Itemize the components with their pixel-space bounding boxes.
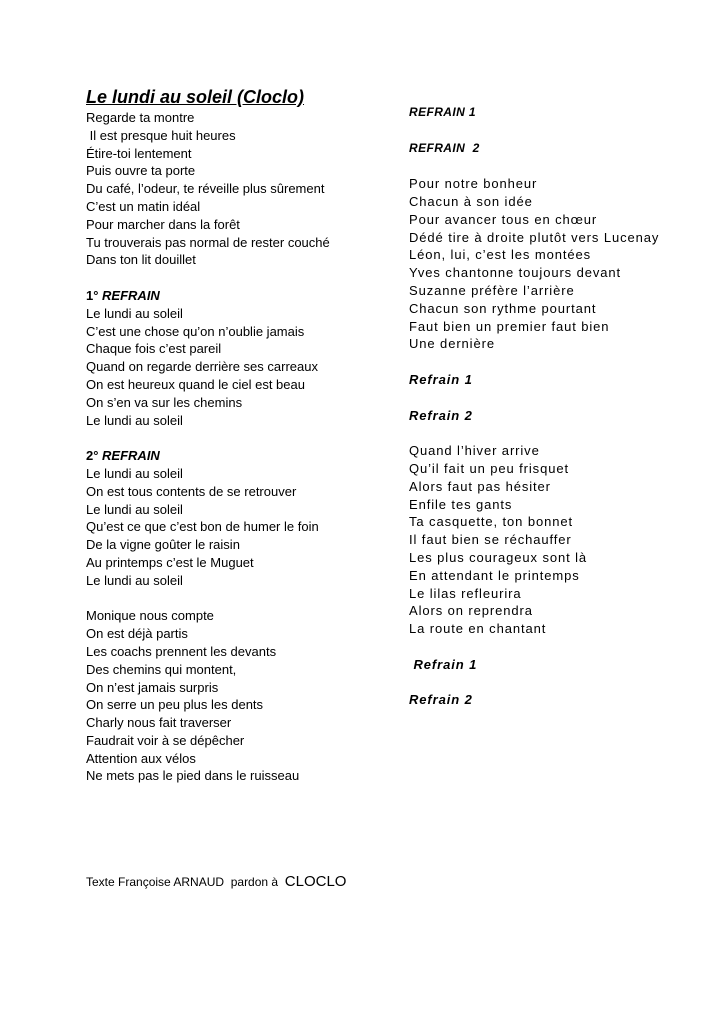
- footer-name: CLOCLO: [284, 873, 347, 890]
- verse-line: En attendant le printemps: [409, 567, 580, 583]
- refrain-line: On s’en va sur les chemins: [86, 394, 243, 410]
- verse-line: Du café, l’odeur, te réveille plus sûrement: [86, 181, 325, 197]
- stanza-gap: [409, 353, 709, 371]
- stanza-gap: [86, 590, 386, 608]
- stanza-gap: [86, 269, 386, 287]
- verse-line: On est déjà partis: [86, 626, 188, 642]
- intro-verse: [86, 109, 386, 269]
- verse-line: Ta casquette, ton bonnet: [409, 514, 573, 530]
- verse-line: Regarde ta montre: [86, 110, 195, 125]
- verse-line: Suzanne préfère l’arrière: [409, 282, 575, 298]
- verse-3: [409, 175, 709, 353]
- refrain-2-marker: Refrain 2: [409, 407, 473, 423]
- verse-line: Le lilas refleurira: [409, 585, 522, 601]
- refrain-line: On est tous contents de se retrouver: [86, 483, 297, 499]
- verse-line: C’est un matin idéal: [86, 198, 201, 214]
- verse-line: Pour notre bonheur: [409, 176, 538, 192]
- refrain-label: REFRAIN: [102, 448, 160, 464]
- stanza-gap: [409, 424, 709, 442]
- refrain-1: [86, 287, 386, 429]
- verse-line: Des chemins qui montent,: [86, 661, 237, 677]
- verse-line: Il faut bien se réchauffer: [409, 532, 572, 548]
- refrain-1-marker: Refrain 1: [409, 371, 473, 387]
- refrain-line: On est heureux quand le ciel est beau: [86, 376, 305, 392]
- verse-line: Enfile tes gants: [409, 496, 513, 512]
- refrain-2-marker: REFRAIN 2: [409, 140, 480, 155]
- refrain-label: REFRAIN: [102, 287, 160, 303]
- stanza-gap: [409, 157, 709, 175]
- refrain-line: De la vigne goûter le raisin: [86, 537, 240, 553]
- verse-line: Yves chantonne toujours devant: [409, 265, 622, 281]
- song-title: Le lundi au soleil (Cloclo): [86, 87, 305, 107]
- verse-line: Monique nous compte: [86, 608, 214, 624]
- stanza-gap: [409, 674, 709, 692]
- refrain-2: [86, 447, 386, 589]
- verse-line: Ne mets pas le pied dans le ruisseau: [86, 768, 300, 784]
- verse-line: Attention aux vélos: [86, 750, 196, 766]
- refrain-line: Le lundi au soleil: [86, 465, 183, 481]
- verse-line: On n’est jamais surpris: [86, 679, 219, 695]
- refrain-1-heading: [86, 287, 386, 305]
- verse-line: Chacun son rythme pourtant: [409, 300, 597, 316]
- verse-line: Alors on reprendra: [409, 603, 533, 619]
- refrain-line: C’est une chose qu’on n’oublie jamais: [86, 323, 305, 339]
- verse-line: Faut bien un premier faut bien: [409, 318, 610, 334]
- stanza-gap: [409, 389, 709, 407]
- verse-line: Charly nous fait traverser: [86, 715, 232, 731]
- stanza-gap: [409, 122, 709, 140]
- verse-line: Pour avancer tous en chœur: [409, 211, 598, 227]
- verse-line: Tu trouverais pas normal de rester couché: [86, 234, 330, 250]
- verse-line: Léon, lui, c’est les montées: [409, 247, 592, 263]
- refrain-line: Chaque fois c’est pareil: [86, 341, 222, 357]
- verse-2: [86, 607, 386, 785]
- left-column: [86, 86, 386, 785]
- verse-line: Les plus courageux sont là: [409, 549, 588, 565]
- refrain-1-marker: Refrain 1: [409, 656, 478, 672]
- verse-line: Il est presque huit heures: [86, 127, 236, 143]
- footer-credit: [86, 873, 346, 890]
- verse-line: Puis ouvre ta porte: [86, 163, 196, 179]
- verse-line: Étire-toi lentement: [86, 145, 192, 161]
- verse-line: Dédé tire à droite plutôt vers Lucenay: [409, 229, 660, 245]
- verse-line: Qu’il fait un peu frisquet: [409, 460, 569, 476]
- refrain-1-marker: REFRAIN 1: [409, 105, 476, 119]
- refrain-line: Le lundi au soleil: [86, 572, 183, 588]
- refrain-2-marker: Refrain 2: [409, 692, 473, 708]
- verse-line: Quand l’hiver arrive: [409, 443, 540, 459]
- refrain-line: Le lundi au soleil: [86, 305, 183, 321]
- verse-line: La route en chantant: [409, 621, 547, 637]
- refrain-line: Le lundi au soleil: [86, 412, 183, 428]
- refrain-line: Qu’est ce que c’est bon de humer le foin: [86, 519, 319, 535]
- refrain-line: Quand on regarde derrière ses carreaux: [86, 359, 318, 375]
- stanza-gap: [86, 429, 386, 447]
- verse-line: Pour marcher dans la forêt: [86, 216, 240, 232]
- verse-line: Faudrait voir à se dépêcher: [86, 732, 245, 748]
- right-column: [409, 104, 709, 709]
- refrain-2-heading: [86, 447, 386, 465]
- refrain-line: Au printemps c’est le Muguet: [86, 554, 254, 570]
- footer-text: Texte Françoise ARNAUD pardon à: [86, 875, 285, 889]
- refrain-number: 2°: [86, 448, 103, 464]
- stanza-gap: [409, 638, 709, 656]
- verse-line: Une dernière: [409, 336, 495, 352]
- verse-line: Les coachs prennent les devants: [86, 643, 277, 659]
- refrain-number: 1°: [86, 287, 103, 303]
- refrain-line: Le lundi au soleil: [86, 501, 183, 517]
- verse-line: Dans ton lit douillet: [86, 252, 196, 268]
- verse-line: Alors faut pas hésiter: [409, 478, 551, 494]
- verse-4: [409, 442, 709, 638]
- verse-line: On serre un peu plus les dents: [86, 697, 264, 713]
- verse-line: Chacun à son idée: [409, 193, 533, 209]
